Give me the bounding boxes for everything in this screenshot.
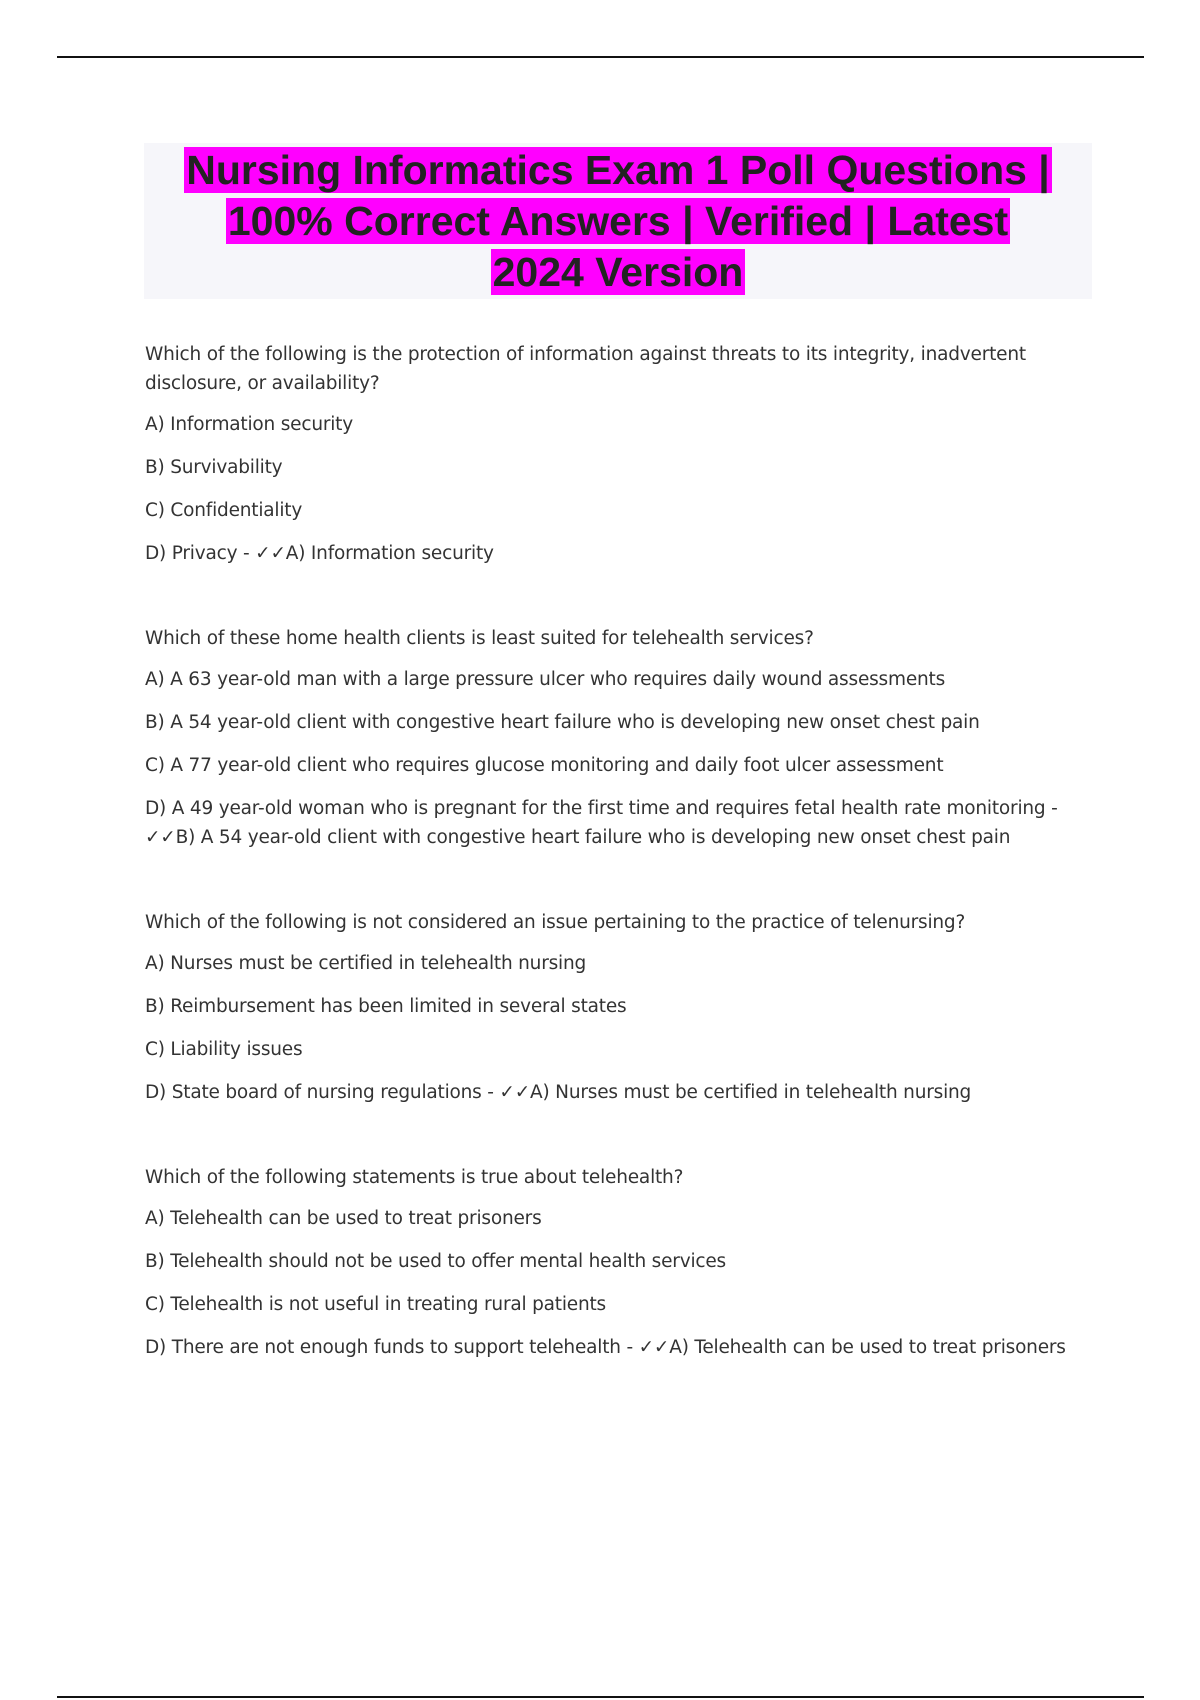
option-b: B) Survivability — [145, 457, 283, 478]
option-a: A) Information security — [145, 414, 353, 435]
question-2 — [145, 624, 1075, 852]
option-b: B) Reimbursement has been limited in several states — [145, 996, 627, 1017]
option-d-answer: D) State board of nursing regulations - ✓✓A) Nurses must be certified in telehealth nursing — [145, 1082, 972, 1103]
title-line-3: 2024 Version — [492, 249, 744, 295]
option-a: A) A 63 year-old man with a large pressure ulcer who requires daily wound assessments — [145, 669, 946, 690]
option-d-answer: D) There are not enough funds to support telehealth - ✓✓A) Telehealth can be used to treat prisoners — [145, 1337, 1066, 1358]
option-c: C) Confidentiality — [145, 500, 303, 521]
question-stem: Which of the following is not considered an issue pertaining to the practice of telenursing? — [145, 912, 966, 933]
bottom-rule — [57, 1696, 1144, 1698]
option-b: B) Telehealth should not be used to offer mental health services — [145, 1251, 726, 1272]
document-title — [144, 143, 1092, 298]
option-a: A) Telehealth can be used to treat prisoners — [145, 1208, 542, 1229]
questions-list — [145, 340, 1075, 1418]
title-box — [144, 143, 1092, 299]
title-line-1: Nursing Informatics Exam 1 Poll Questions | — [186, 147, 1050, 193]
question-stem: Which of these home health clients is least suited for telehealth services? — [145, 628, 814, 649]
option-a: A) Nurses must be certified in telehealth nursing — [145, 953, 587, 974]
question-stem: Which of the following is the protection of information against threats to its integrity, inadvertent disclosure, or availability? — [145, 344, 1026, 394]
question-1 — [145, 340, 1075, 568]
option-c: C) Liability issues — [145, 1039, 303, 1060]
top-rule — [57, 56, 1144, 58]
option-b: B) A 54 year-old client with congestive heart failure who is developing new onset chest pain — [145, 712, 980, 733]
option-d-answer: D) A 49 year-old woman who is pregnant for the first time and requires fetal health rate monitoring - ✓✓B) A 54 year-old client with congestive heart failure who is developing new onset chest pain — [145, 798, 1058, 848]
option-d-answer: D) Privacy - ✓✓A) Information security — [145, 543, 494, 564]
title-line-2: 100% Correct Answers | Verified | Latest — [227, 198, 1009, 244]
question-3 — [145, 908, 1075, 1107]
option-c: C) Telehealth is not useful in treating rural patients — [145, 1294, 606, 1315]
question-stem: Which of the following statements is true about telehealth? — [145, 1167, 684, 1188]
question-4 — [145, 1163, 1075, 1362]
option-c: C) A 77 year-old client who requires glucose monitoring and daily foot ulcer assessment — [145, 755, 944, 776]
